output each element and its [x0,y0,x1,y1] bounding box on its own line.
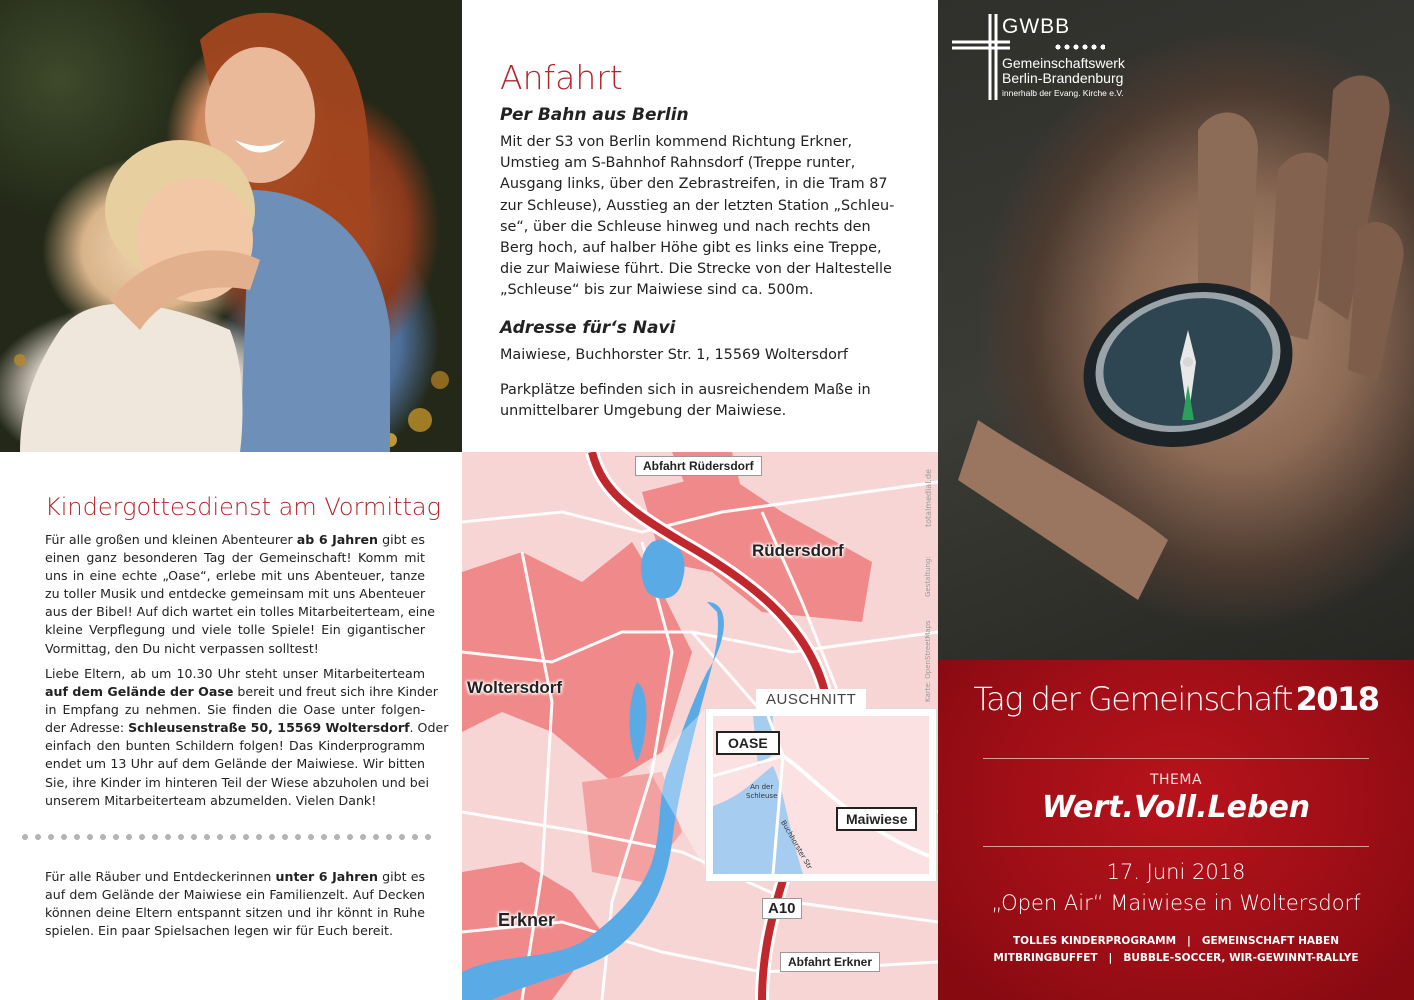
map-credit-osm: Karte: OpenStreetMaps [924,620,932,702]
kinder-p2-line [45,755,425,773]
event-title-main: Tag der Gemeinschaft [973,680,1292,718]
text: bereit und freut sich ihre Kinder [233,684,438,700]
inset-schleuse-label [746,783,777,801]
event-features-line2: MITBRINGBUFFET | BUBBLE-SOCCER, WIR-GEWINNT-RALLYE [993,952,1359,964]
directions-map [462,452,938,1000]
inset-schleuse-line2: Schleuse [746,792,778,800]
text: gibt es [377,869,426,884]
text: der Adresse: [45,720,129,736]
bahn-directions-line: Umstieg am S-Bahnhof Rahnsdorf (Treppe runter, [500,155,856,172]
text: einfach den bunten Schildern folgen! Das Kinderprogramm [45,738,425,754]
inset-street-label: Buchhorster Str [779,819,814,871]
kinder-p1-line [45,549,425,567]
text: uns in eine echte „Oase“, erlebe mit uns Abenteuer, tanze [45,568,425,584]
kinder-p1-line [45,531,425,549]
text: unserem Mitarbeiterteam abzumelden. Vielen Dank! [45,792,377,808]
event-title [938,680,1414,718]
bahn-directions-line: Berg hoch, auf halber Höhe gibt es links eine Treppe, [500,240,882,257]
gwbb-logo [952,12,1142,107]
dotted-divider [20,832,434,842]
bahn-directions-line: se“, über die Schleuse hinweg und nach rechts den [500,218,871,235]
logo-line3: innerhalb der Evang. Kirche e.V. [1002,88,1124,98]
kinder-paragraph-2 [45,665,449,810]
parking-info [500,380,920,422]
bold-text: ab 6 Jahren [296,532,378,547]
exit-ruedersdorf-label: Abfahrt Rüdersdorf [635,456,762,476]
bahn-directions [500,132,920,302]
text: können deine Eltern entspannt sitzen und ihr könnt in Ruhe [45,905,425,921]
event-location: „Open Air“ Maiwiese in Woltersdorf [991,891,1361,915]
parking-info-line: Parkplätze befinden sich in ausreichendem Maße in [500,382,871,398]
event-title-panel [938,660,1414,1000]
text: endet um 13 Uhr auf dem Gelände der Maiwiese. Wir bitten [45,756,425,772]
town-ruedersdorf: Rüdersdorf [752,541,844,560]
kinder-p3-line [45,904,425,922]
kinder-paragraph-1 [45,531,436,658]
photo-hugging-children [0,0,462,452]
thema-label: THEMA [1149,772,1203,788]
inset-schleuse-line1: An der [750,783,774,791]
text: aus der Bibel! Auf dich wartet ein tolles Mitarbeiterteam, eine [45,604,436,620]
kinder-p1-line [45,621,425,639]
event-date: 17. Juni 2018 [1106,860,1246,884]
parking-info-line: unmittelbarer Umgebung der Maiwiese. [500,403,787,420]
text: in Empfang zu nehmen. Sie finden die Oase unter folgen- [45,702,425,718]
photo-kids-illustration [0,0,462,452]
text: auf dem Gelände der Maiwiese ein Familienzelt. Auf Decken [45,887,425,903]
text: zu toller Musik und entdecke gemeinsam mit uns Abenteuer [45,586,426,602]
exit-erkner-label: Abfahrt Erkner [780,952,880,972]
bahn-directions-line: Mit der S3 von Berlin kommend Richtung Erkner, [500,134,853,150]
inset-map [705,691,937,882]
town-erkner: Erkner [498,910,556,930]
kinder-heading: Kindergottesdienst am Vormittag [45,493,442,521]
bahn-directions-line: Ausgang links, über den Zebrastreifen, in die Tram 87 [500,176,888,193]
highway-a10-label: A10 [762,898,802,919]
bahn-directions-line: zur Schleuse), Ausstieg an der letzten Station „Schleu- [500,197,895,214]
text: Sie, ihre Kinder im hinteren Teil der Wiese abzuholen und bei [45,774,429,790]
text: einen ganz besonderen Tag der Gemeinschaft! Komm mit [45,550,425,566]
kinder-p1-line [45,567,425,585]
oase-marker: OASE [716,731,780,755]
lake-kalksee [641,539,685,598]
text: Für alle Räuber und Entdeckerinnen [45,869,276,884]
text: . Oder [409,720,449,736]
map-credit-brand: totalmedial.de [924,469,933,527]
photo-compass-in-hand [938,0,1414,660]
kinder-p2-line [45,737,425,755]
navi-address: Maiwiese, Buchhorster Str. 1, 15569 Woltersdorf [500,347,848,363]
bold-text: Schleusenstraße 50, 15569 Woltersdorf [128,720,410,736]
title-rule-bottom [983,846,1369,847]
kinder-p2-line [45,774,429,792]
logo-line2: Berlin-Brandenburg [1002,70,1124,86]
text: kleine Verpflegung und viele tolle Spiele! Ein gigantischer [45,622,425,638]
map-credit-design: Gestaltung: [924,556,932,597]
kinder-p1-line [45,603,436,621]
title-rule-top [983,758,1369,759]
text: gibt es [377,532,425,547]
kinder-p2-line [45,701,425,719]
kinder-p2-line [45,719,449,737]
bold-text: auf dem Gelände der Oase [45,684,234,700]
event-features-line1: TOLLES KINDERPROGRAMM | GEMEINSCHAFT HABEN [1012,935,1340,947]
kinder-p1-line [45,585,425,603]
kinder-paragraph-3 [45,868,425,940]
text: Für alle großen und kleinen Abenteurer [45,532,297,547]
bahn-subheading: Per Bahn aus Berlin [500,105,689,125]
kinder-p1-line [45,640,425,658]
kinder-p2-line [45,665,425,683]
kinder-p3-line [45,886,425,904]
text: Liebe Eltern, ab um 10.30 Uhr steht unser Mitarbeiterteam [45,666,425,681]
kinder-p3-line [45,868,425,886]
text: Vormittag, den Du nicht verpassen solltest! [45,640,319,656]
inset-title: AUSCHNITT [756,689,866,710]
thema-value: Wert.Voll.Leben [1041,790,1311,825]
text: spielen. Ein paar Spielsachen legen wir für Euch bereit. [45,923,393,939]
kinder-p2-line [45,683,438,701]
logo-line1: Gemeinschaftswerk [1002,55,1125,71]
anfahrt-heading: Anfahrt [500,58,623,97]
kinder-p2-line [45,792,425,810]
logo-abbr: GWBB [1002,15,1071,38]
bold-text: unter 6 Jahren [275,869,378,884]
navi-subheading: Adresse für‘s Navi [500,318,676,338]
event-title-year: 2018 [1295,680,1379,718]
bahn-directions-line: die zur Maiwiese führt. Die Strecke von der Haltestelle [500,261,892,278]
bahn-directions-line: „Schleuse“ bis zur Maiwiese sind ca. 500m. [500,282,814,299]
maiwiese-marker: Maiwiese [836,807,917,831]
logo-dots [1055,44,1105,50]
kinder-p3-line [45,922,425,940]
town-woltersdorf: Woltersdorf [467,678,563,697]
